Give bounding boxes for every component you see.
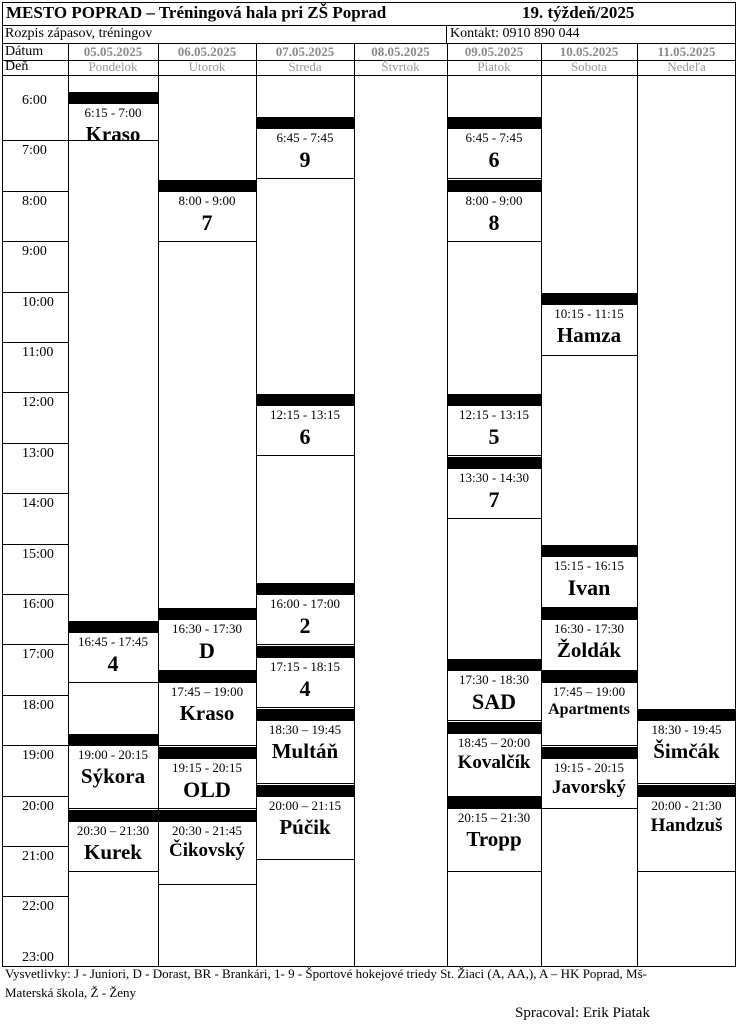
slot-divider-bar [541, 545, 637, 556]
slot-bottom-line [447, 871, 541, 872]
slot-divider-bar [158, 747, 256, 758]
column-divider [2, 76, 3, 966]
slot-top-line [256, 128, 354, 129]
slot-divider-bar [541, 293, 637, 304]
legend-line-1: Vysvetlivky: J - Juniori, D - Dorast, BR - Brankári, 1- 9 - Športové hokejové triedy St. Žiaci (A, AA,), A – HK Poprad, Mš- [5, 966, 647, 981]
event-time: 20:00 – 21:15 [268, 797, 342, 813]
slot-divider-bar [447, 797, 541, 808]
slot-divider-bar [158, 810, 256, 821]
event-time: 20:00 - 21:30 [651, 797, 722, 813]
event-name[interactable]: Čikovský [168, 839, 246, 861]
hour-label: 6:00 [22, 93, 47, 108]
hour-label: 21:00 [22, 849, 54, 864]
event-time: 12:15 - 13:15 [458, 407, 530, 422]
slot-bottom-line [541, 355, 637, 356]
slot-divider-bar [256, 709, 354, 720]
event-time: 16:00 - 17:00 [269, 596, 341, 611]
event-time: 6:15 - 7:00 [84, 104, 142, 120]
hour-label: 12:00 [22, 395, 54, 411]
event-name[interactable]: Kovalčík [457, 751, 531, 773]
slot-top-line [447, 468, 541, 469]
hour-separator [2, 292, 68, 293]
contact: Kontakt: 0910 890 044 [450, 26, 580, 41]
hour-separator [2, 493, 68, 494]
event-time: 16:45 - 17:45 [77, 633, 149, 649]
hour-label: 9:00 [22, 244, 47, 260]
slot-divider-bar [158, 180, 256, 191]
hour-label: 10:00 [22, 294, 54, 310]
hour-label: 15:00 [22, 546, 54, 562]
contact-divider [446, 25, 447, 44]
slot-divider-bar [447, 722, 541, 733]
event-name[interactable]: Kraso [179, 701, 235, 726]
day-label: Deň [5, 59, 29, 74]
event-name[interactable]: Sýkora [80, 764, 146, 789]
slot-divider-bar [256, 583, 354, 594]
event-name[interactable]: 7 [488, 487, 500, 512]
hour-label: 22:00 [22, 899, 54, 915]
slot-top-line [158, 682, 256, 683]
event-name[interactable]: Apartments [548, 701, 630, 719]
slot-top-line [447, 405, 541, 406]
event-time: 6:45 - 7:45 [276, 129, 334, 145]
column-divider [541, 43, 542, 966]
event-time: 13:30 - 14:30 [458, 470, 530, 485]
slot-bottom-line [256, 859, 354, 860]
event-name[interactable]: Ivan [567, 575, 611, 601]
event-time: 12:15 - 13:15 [269, 407, 341, 422]
hour-label: 20:00 [22, 798, 54, 814]
slot-top-line [447, 808, 541, 809]
hour-label: 16:00 [22, 597, 54, 612]
event-time: 19:00 - 20:15 [77, 747, 149, 763]
hour-separator [2, 191, 68, 192]
event-name[interactable]: Kurek [84, 839, 142, 864]
event-name[interactable]: Multáň [271, 739, 339, 763]
event-name[interactable]: Hamza [556, 323, 622, 348]
day-date-2: 07.05.2025 [275, 44, 335, 59]
slot-divider-bar [68, 734, 158, 745]
hour-label: 14:00 [22, 496, 54, 512]
event-name[interactable]: 9 [299, 146, 311, 172]
slot-top-line [541, 758, 637, 759]
hour-separator [2, 796, 68, 797]
slot-divider-bar [447, 659, 541, 670]
slot-divider-bar [447, 180, 541, 191]
slot-top-line [256, 796, 354, 797]
event-name[interactable]: Handzuš [650, 814, 723, 836]
date-label: Dátum [5, 44, 44, 59]
slot-top-line [447, 191, 541, 192]
event-name[interactable]: Javorský [552, 776, 626, 798]
slot-bottom-line [68, 682, 158, 683]
slot-divider-bar [256, 646, 354, 657]
page-title: MESTO POPRAD – Tréningová hala pri ZŠ Poprad [6, 3, 387, 22]
slot-divider-bar [447, 457, 541, 468]
event-time: 18:45 – 20:00 [457, 734, 531, 750]
event-time: 20:30 - 21:45 [171, 822, 243, 838]
hour-label: 17:00 [22, 647, 54, 663]
slot-top-line [541, 619, 637, 620]
slot-top-line [158, 619, 256, 620]
slot-divider-bar [68, 621, 158, 632]
event-time: 19:15 - 20:15 [553, 759, 625, 775]
slot-divider-bar [68, 810, 158, 821]
hour-separator [2, 342, 68, 343]
event-name[interactable]: OLD [183, 776, 231, 802]
event-time: 19:15 - 20:15 [171, 759, 243, 775]
day-date-0: 05.05.2025 [83, 44, 143, 59]
event-time: 16:30 - 17:30 [553, 621, 625, 637]
event-name[interactable]: 5 [488, 424, 500, 449]
event-time: 17:30 - 18:30 [458, 671, 530, 687]
event-name[interactable]: 7 [201, 209, 213, 235]
hour-separator [2, 140, 68, 141]
event-time: 16:30 - 17:30 [171, 621, 243, 637]
hour-separator [2, 644, 68, 645]
column-divider [354, 43, 355, 966]
event-name[interactable]: 4 [299, 676, 311, 701]
slot-top-line [447, 128, 541, 129]
day-date-1: 06.05.2025 [177, 44, 237, 59]
hour-separator [2, 443, 68, 444]
slot-bottom-line [68, 871, 158, 872]
slot-top-line [256, 405, 354, 406]
slot-divider-bar [447, 394, 541, 405]
event-name[interactable]: 2 [299, 613, 311, 638]
event-time: 18:30 – 19:45 [268, 722, 342, 737]
slot-top-line [158, 821, 256, 822]
slot-bottom-line [637, 871, 736, 872]
slot-divider-bar [541, 608, 637, 619]
slot-top-line [68, 821, 158, 822]
event-name[interactable]: Tropp [466, 827, 522, 852]
hour-separator [2, 896, 68, 897]
slot-top-line [68, 745, 158, 746]
hour-label: 8:00 [22, 193, 47, 209]
slot-divider-bar [158, 671, 256, 682]
event-name[interactable]: Šimčák [653, 739, 720, 763]
day-name-0: Pondelok [88, 59, 138, 74]
event-name[interactable]: Žoldák [556, 638, 622, 663]
slot-divider-bar [256, 394, 354, 405]
slot-top-line [256, 594, 354, 595]
event-time: 20:15 – 21:30 [457, 810, 531, 826]
event-time: 15:15 - 16:15 [553, 558, 625, 574]
slot-bottom-line [256, 178, 354, 179]
hour-separator [2, 745, 68, 746]
subtitle: Rozpis zápasov, tréningov [5, 26, 153, 41]
slot-top-line [158, 758, 256, 759]
event-name[interactable]: 4 [107, 650, 119, 676]
slot-top-line [68, 103, 158, 104]
slot-bottom-line [447, 241, 541, 242]
slot-divider-bar [447, 117, 541, 128]
slot-top-line [447, 733, 541, 734]
day-date-5: 10.05.2025 [559, 44, 619, 59]
slot-divider-bar [637, 785, 736, 796]
slot-divider-bar [158, 608, 256, 619]
event-name[interactable]: 6 [299, 424, 311, 449]
event-time: 8:00 - 9:00 [465, 192, 523, 208]
day-name-3: Štvrtok [381, 59, 420, 74]
hour-label: 19:00 [22, 748, 54, 764]
hour-separator [2, 392, 68, 393]
slot-top-line [541, 682, 637, 683]
slot-divider-bar [541, 747, 637, 758]
hour-label: 7:00 [22, 143, 47, 159]
event-time: 17:45 – 19:00 [170, 684, 244, 700]
slot-divider-bar [256, 785, 354, 796]
day-date-4: 09.05.2025 [464, 44, 524, 59]
slot-bottom-line [447, 518, 541, 519]
slot-bottom-line [256, 455, 354, 456]
day-name-2: Streda [288, 59, 322, 74]
day-name-6: Nedeľa [667, 59, 706, 74]
slot-bottom-line [158, 884, 256, 885]
event-time: 18:30 - 19:45 [651, 722, 722, 737]
slot-top-line [158, 191, 256, 192]
author: Spracoval: Erik Piatak [515, 1005, 650, 1021]
event-time: 20:30 – 21:30 [76, 822, 150, 838]
hour-label: 23:00 [22, 949, 54, 965]
event-time: 6:45 - 7:45 [465, 129, 523, 145]
slot-bottom-line [541, 808, 637, 809]
hour-separator [2, 544, 68, 545]
hour-label: 13:00 [22, 445, 54, 461]
legend-line-2: Materská škola, Ž - Ženy [5, 985, 137, 1000]
slot-divider-bar [637, 709, 736, 720]
hour-separator [2, 846, 68, 847]
hour-label: 18:00 [22, 697, 54, 713]
day-name-5: Sobota [570, 59, 608, 74]
hour-separator [2, 241, 68, 242]
hour-label: 11:00 [22, 345, 54, 360]
hour-separator [2, 695, 68, 696]
slot-top-line [541, 556, 637, 557]
event-time: 10:15 - 11:15 [554, 306, 624, 322]
event-name[interactable]: Púčik [279, 814, 331, 839]
slot-top-line [541, 304, 637, 305]
event-name[interactable]: D [199, 638, 215, 664]
day-name-4: Piatok [477, 59, 511, 74]
slot-top-line [637, 720, 736, 721]
week-label: 19. týždeň/2025 [522, 3, 635, 22]
slot-top-line [68, 632, 158, 633]
slot-top-line [256, 657, 354, 658]
day-name-1: Utorok [188, 59, 226, 74]
event-time: 8:00 - 9:00 [178, 192, 236, 208]
slot-divider-bar [541, 671, 637, 682]
hour-separator [2, 594, 68, 595]
slot-divider-bar [256, 117, 354, 128]
day-date-3: 08.05.2025 [371, 44, 430, 59]
day-date-6: 11.05.2025 [657, 44, 716, 59]
event-name[interactable]: 6 [488, 146, 500, 172]
event-time: 17:15 - 18:15 [269, 659, 341, 674]
slot-top-line [256, 720, 354, 721]
event-name[interactable]: Kraso [85, 121, 141, 146]
slot-top-line [447, 670, 541, 671]
slot-divider-bar [68, 92, 158, 103]
event-name[interactable]: SAD [471, 688, 516, 714]
slot-bottom-line [158, 241, 256, 242]
slot-top-line [637, 796, 736, 797]
event-time: 17:45 – 19:00 [552, 684, 626, 700]
event-name[interactable]: 8 [488, 209, 500, 235]
